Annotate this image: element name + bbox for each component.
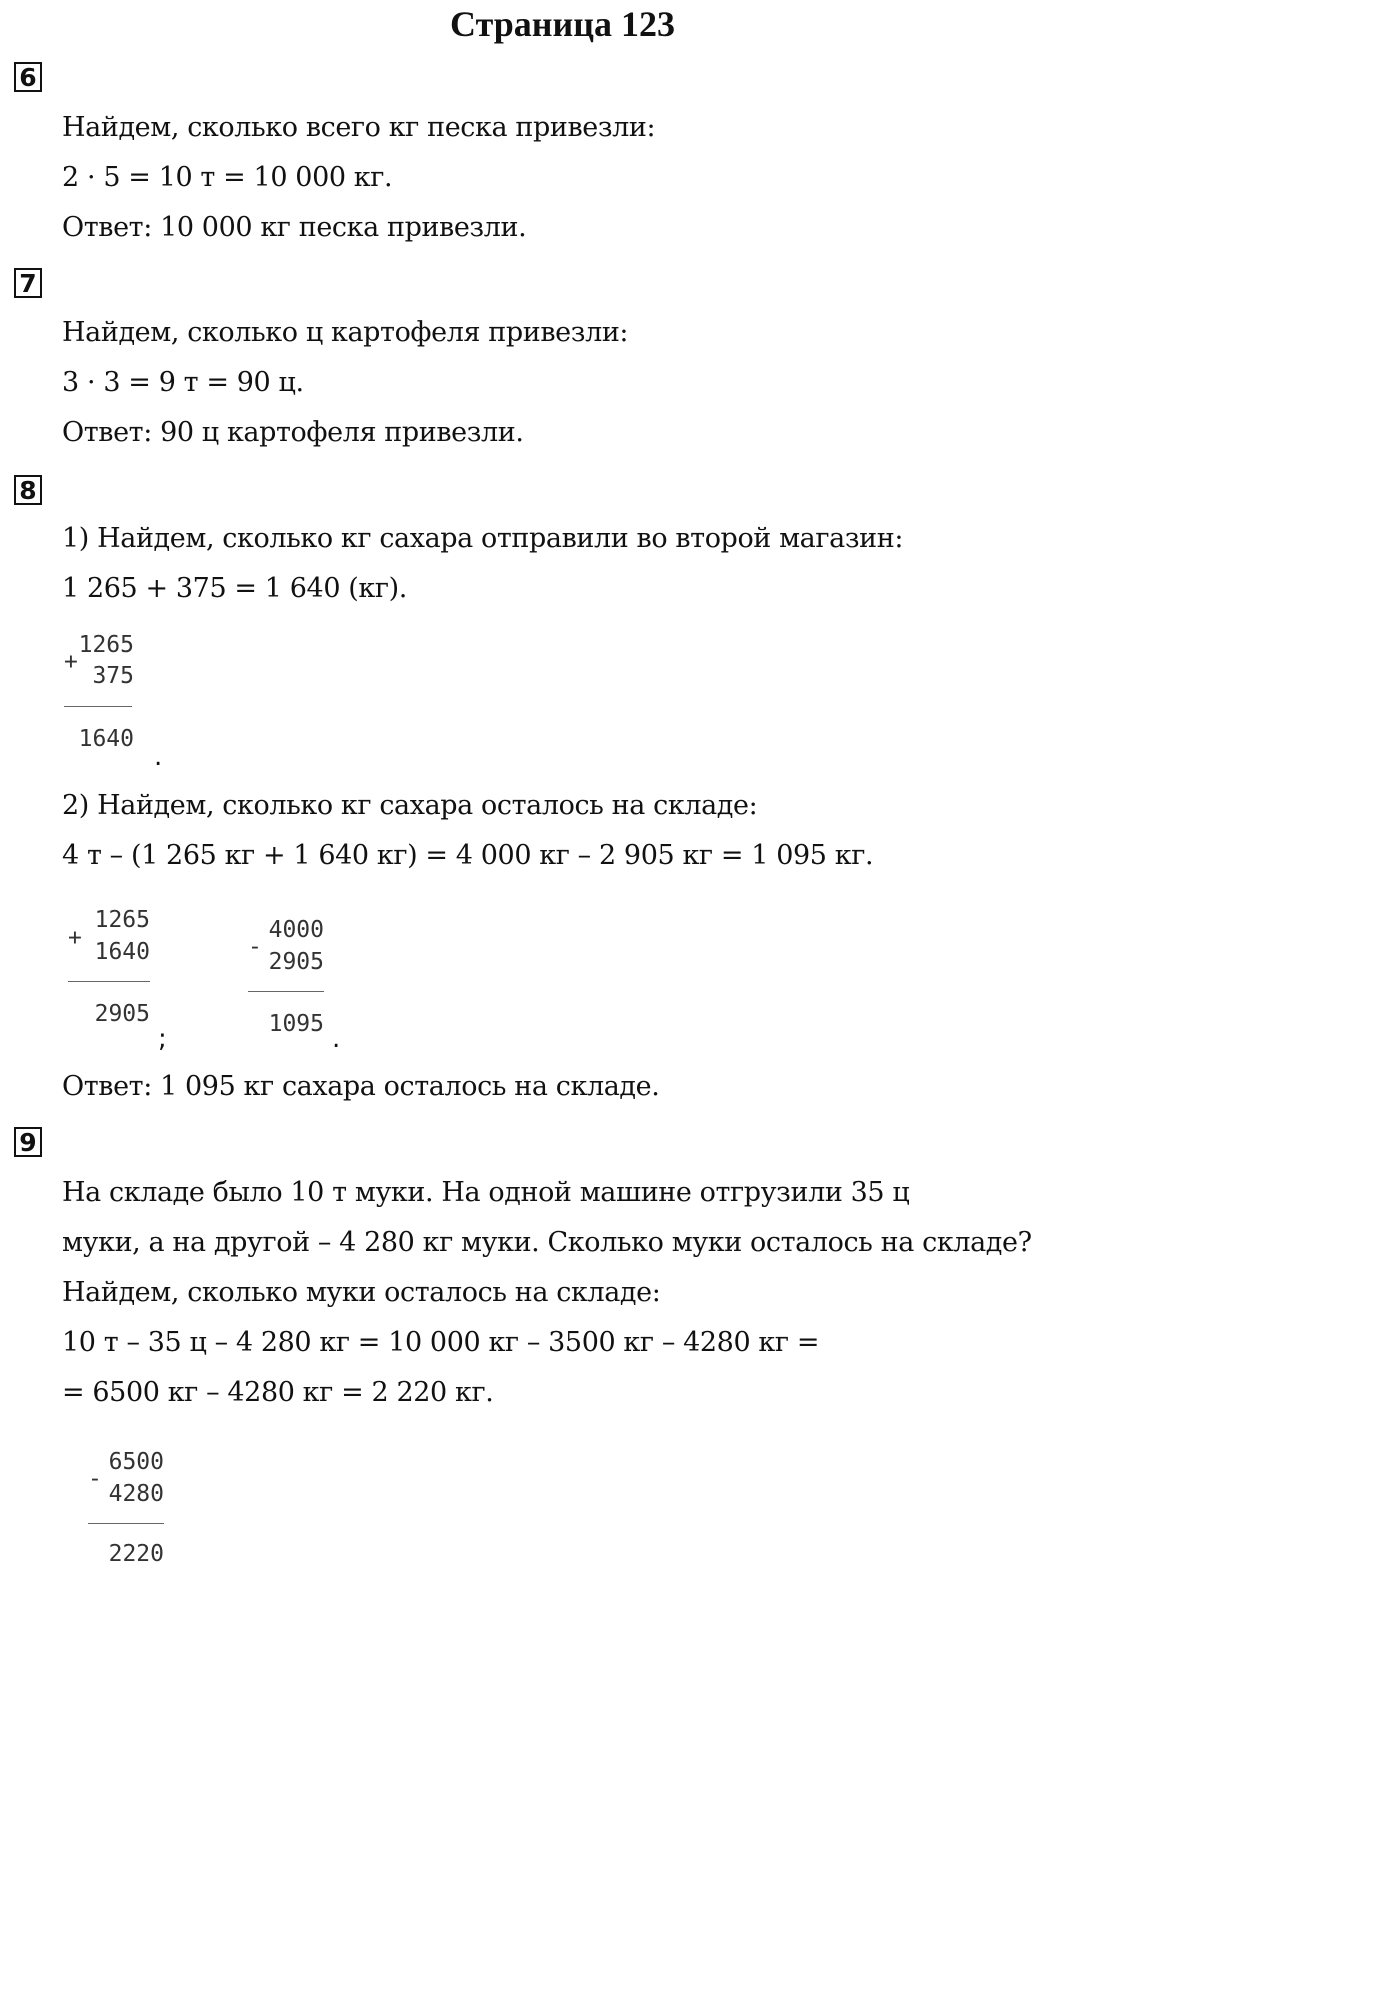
- task-9-line-5: = 6500 кг – 4280 кг = 2 220 кг.: [62, 1377, 494, 1408]
- column-subtraction-2: [84, 1447, 164, 1568]
- column-result: 2905: [94, 1001, 150, 1027]
- task-8-line-1: 1) Найдем, сколько кг сахара отправили во второй магазин:: [62, 523, 904, 554]
- task-7-line-1: Найдем, сколько ц картофеля привезли:: [62, 317, 629, 348]
- column-divider: [88, 1523, 164, 1524]
- task-6-line-2: 2 · 5 = 10 т = 10 000 кг.: [62, 162, 393, 193]
- punctuation-period: .: [332, 1024, 341, 1054]
- column-addition-2: [64, 905, 150, 1035]
- minus-sign: -: [88, 1466, 102, 1492]
- minus-sign: -: [248, 934, 262, 960]
- column-top-number: 1265: [78, 632, 134, 658]
- column-result: 1095: [268, 1011, 324, 1037]
- column-divider: [68, 981, 150, 982]
- task-7-answer: Ответ: 90 ц картофеля привезли.: [62, 417, 524, 448]
- task-7-line-2: 3 · 3 = 9 т = 90 ц.: [62, 367, 304, 398]
- column-divider: [248, 991, 324, 992]
- task-8-line-3: 2) Найдем, сколько кг сахара осталось на складе:: [62, 790, 758, 821]
- task-8-answer: Ответ: 1 095 кг сахара осталось на складе.: [62, 1071, 660, 1102]
- column-bottom-number: 1640: [94, 939, 150, 965]
- column-bottom-number: 4280: [108, 1481, 164, 1507]
- punctuation-period: .: [154, 742, 163, 772]
- task-8-line-4: 4 т – (1 265 кг + 1 640 кг) = 4 000 кг – 2 905 кг = 1 095 кг.: [62, 840, 874, 871]
- column-addition-1: [62, 630, 134, 760]
- task-9-line-4: 10 т – 35 ц – 4 280 кг = 10 000 кг – 3500 кг – 4280 кг =: [62, 1327, 820, 1358]
- column-top-number: 4000: [268, 917, 324, 943]
- task-9-line-2: муки, а на другой – 4 280 кг муки. Сколько муки осталось на складе?: [62, 1227, 1032, 1258]
- task-9-line-3: Найдем, сколько муки осталось на складе:: [62, 1277, 661, 1308]
- task-number-8: 8: [14, 475, 42, 505]
- punctuation-semicolon: ;: [158, 1024, 167, 1054]
- page-title: Страница 123: [450, 4, 675, 44]
- column-divider: [64, 706, 132, 707]
- column-bottom-number: 2905: [268, 949, 324, 975]
- plus-sign: +: [68, 925, 82, 951]
- task-6-answer: Ответ: 10 000 кг песка привезли.: [62, 212, 527, 243]
- column-subtraction-1: [244, 915, 324, 1045]
- column-top-number: 1265: [94, 907, 150, 933]
- column-top-number: 6500: [108, 1449, 164, 1475]
- task-6-line-1: Найдем, сколько всего кг песка привезли:: [62, 112, 656, 143]
- plus-sign: +: [64, 649, 78, 675]
- task-number-9: 9: [14, 1127, 42, 1157]
- column-bottom-number: 375: [92, 663, 134, 689]
- column-result: 1640: [78, 726, 134, 752]
- task-9-line-1: На складе было 10 т муки. На одной машине отгрузили 35 ц: [62, 1177, 910, 1208]
- task-number-7: 7: [14, 268, 42, 298]
- task-number-6: 6: [14, 62, 42, 92]
- column-result: 2220: [108, 1541, 164, 1567]
- task-8-line-2: 1 265 + 375 = 1 640 (кг).: [62, 573, 407, 604]
